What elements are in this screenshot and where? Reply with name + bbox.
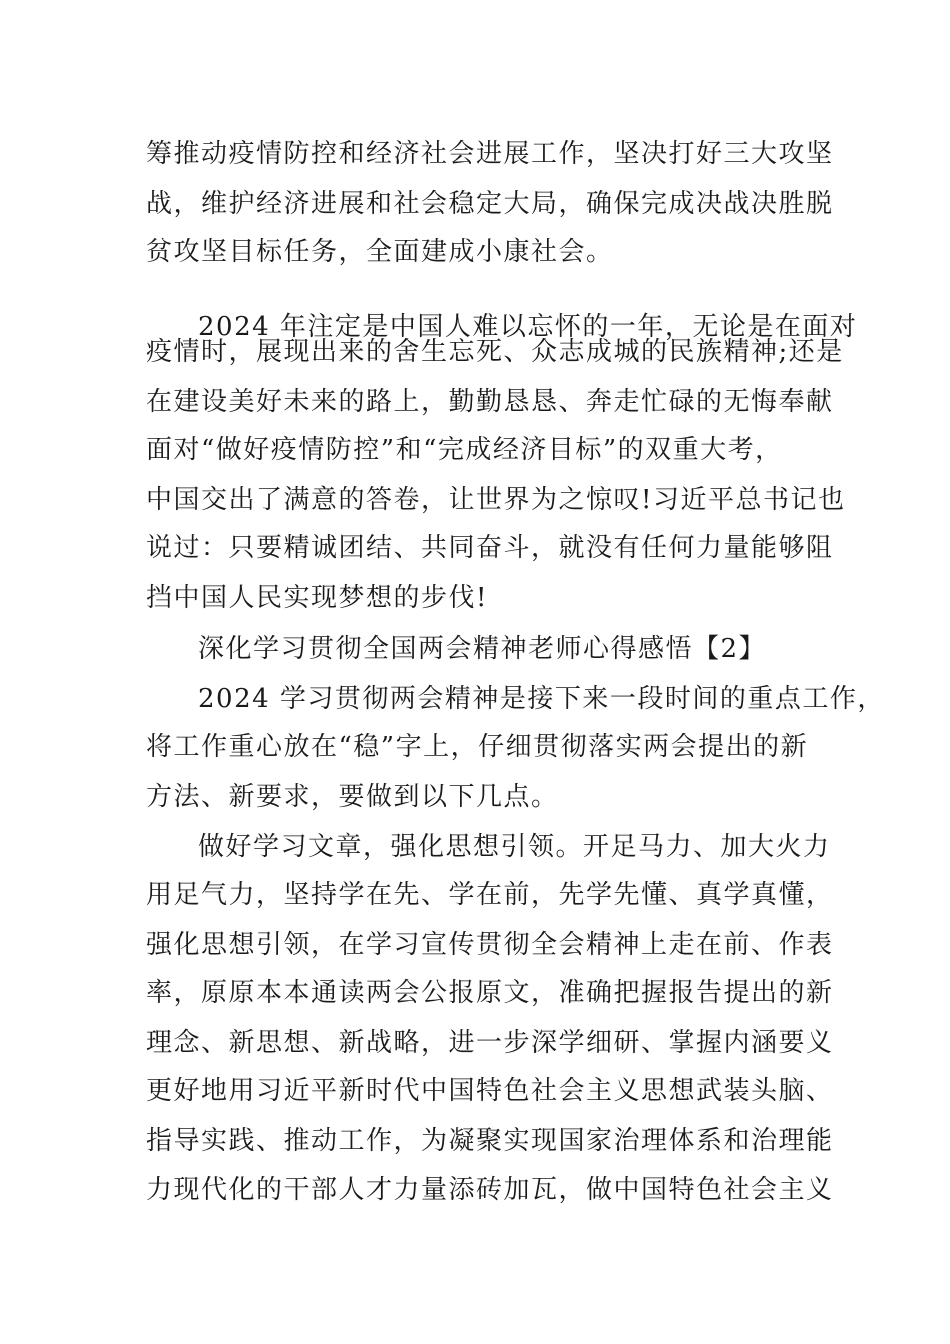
text-line: 力现代化的干部人才力量添砖加瓦，做中国特色社会主义 <box>146 1175 834 1205</box>
text-line: 理念、新思想、新战略，进一步深学细研、掌握内涵要义 <box>146 1028 834 1058</box>
paragraph-first-line: 做好学习文章，强化思想引领。开足马力、加大火力 <box>198 832 831 862</box>
text-line: 贫攻坚目标任务，全面建成小康社会。 <box>146 237 614 267</box>
section-heading: 深化学习贯彻全国两会精神老师心得感悟【2】 <box>198 634 767 664</box>
text-line: 战，维护经济进展和社会稳定大局，确保完成决战决胜脱 <box>146 189 834 219</box>
text-line: 在建设美好未来的路上，勤勤恳恳、奔走忙碌的无悔奉献 <box>146 387 834 417</box>
text-line: 率，原原本本通读两会公报原文，准确把握报告提出的新 <box>146 978 834 1008</box>
text-line: 挡中国人民实现梦想的步伐! <box>146 583 488 613</box>
text-line: 指导实践、推动工作，为凝聚实现国家治理体系和治理能 <box>146 1126 834 1156</box>
text-line: 强化思想引领，在学习宣传贯彻全会精神上走在前、作表 <box>146 930 834 960</box>
text-line: 疫情时，展现出来的舍生忘死、众志成城的民族精神;还是 <box>146 337 844 367</box>
paragraph-first-line: 2024 学习贯彻两会精神是接下来一段时间的重点工作， <box>198 684 885 714</box>
text-line: 筹推动疫情防控和经济社会进展工作，坚决打好三大攻坚 <box>146 139 834 169</box>
paragraph-first-line: 2024 年注定是中国人难以忘怀的一年，无论是在面对 <box>198 312 858 342</box>
text-line: 方法、新要求，要做到以下几点。 <box>146 782 559 812</box>
text-line: 说过：只要精诚团结、共同奋斗，就没有任何力量能够阻 <box>146 533 834 563</box>
text-line: 面对“做好疫情防控”和“完成经济目标”的双重大考， <box>146 435 783 465</box>
text-line: 将工作重心放在“稳”字上，仔细贯彻落实两会提出的新 <box>146 732 809 762</box>
text-line: 更好地用习近平新时代中国特色社会主义思想武装头脑、 <box>146 1076 834 1106</box>
text-line: 中国交出了满意的答卷，让世界为之惊叹!习近平总书记也 <box>146 485 846 515</box>
text-line: 用足气力，坚持学在先、学在前，先学先懂、真学真懂， <box>146 880 834 910</box>
